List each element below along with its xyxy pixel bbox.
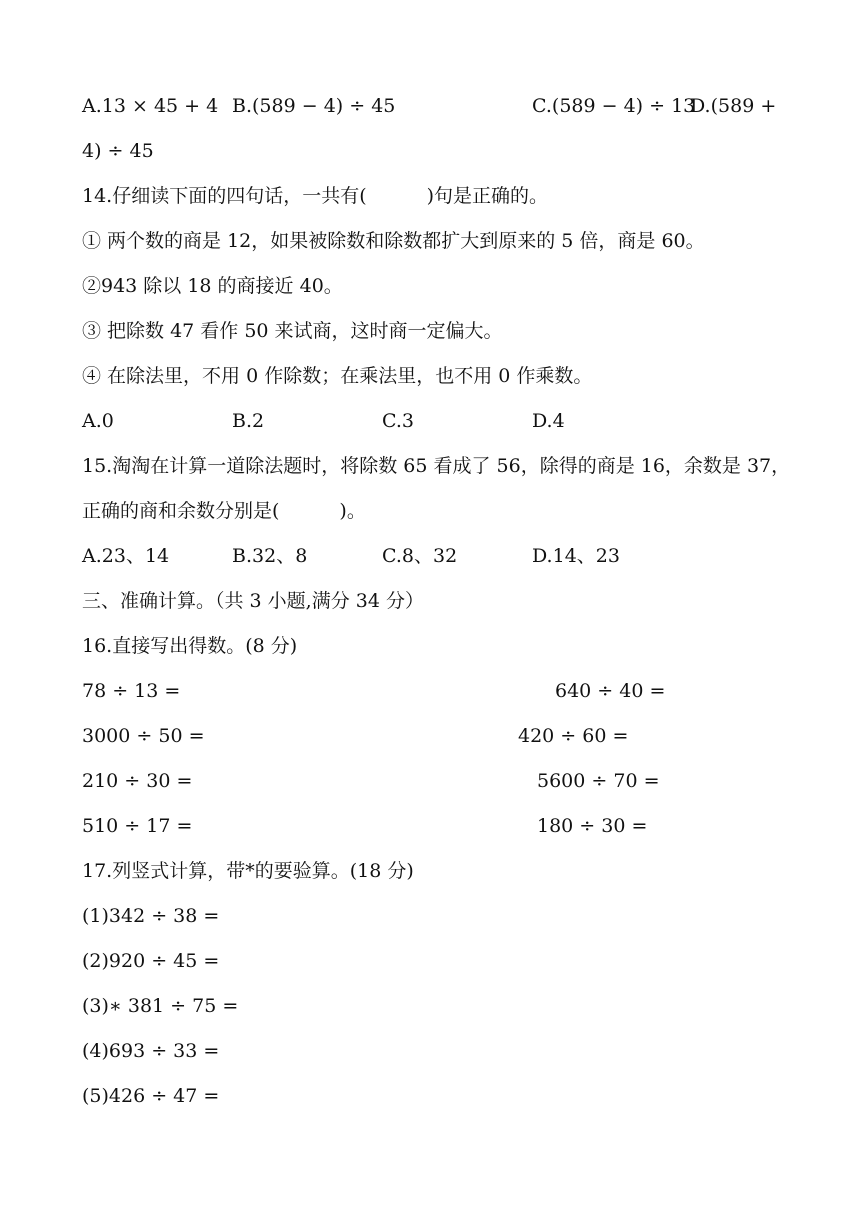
q14-option-a xyxy=(82,409,114,433)
q17-item-4: (4)693 ÷ 33 = xyxy=(82,1040,220,1062)
option-text: 14、23 xyxy=(552,545,620,567)
q15-option-a xyxy=(82,544,169,568)
q15-option-d xyxy=(532,544,620,568)
q16-left-2: 3000 ÷ 50 = xyxy=(82,725,205,747)
option-label: A. xyxy=(82,545,102,567)
q17-item-3: (3)∗ 381 ÷ 75 = xyxy=(82,995,239,1017)
q17-title: 17.列竖式计算，带*的要验算。(18 分) xyxy=(82,860,414,882)
option-label: A. xyxy=(82,410,102,432)
q13-option-d-continuation: 4) ÷ 45 xyxy=(82,140,154,162)
q15-stem-after: )。 xyxy=(339,500,366,522)
q15-option-b xyxy=(232,544,307,568)
section-3-title: 三、准确计算。（共 3 小题,满分 34 分） xyxy=(82,590,424,612)
q16-right-3: 5600 ÷ 70 = xyxy=(537,770,660,792)
q17-item-2: (2)920 ÷ 45 = xyxy=(82,950,220,972)
q13-option-c xyxy=(532,94,695,118)
option-label: C. xyxy=(532,95,552,117)
q15-stem-line1: 15.淘淘在计算一道除法题时，将除数 65 看成了 56，除得的商是 16，余数是 37， xyxy=(82,455,791,477)
option-text: (589 − 4) ÷ 13 xyxy=(551,95,696,117)
q14-option-d xyxy=(532,409,565,433)
option-text: (589 − 4) ÷ 45 xyxy=(252,95,396,117)
option-label: A. xyxy=(82,95,102,117)
q14-stem-after: )句是正确的。 xyxy=(426,185,549,207)
option-text: 2 xyxy=(252,410,265,432)
q16-left-3: 210 ÷ 30 = xyxy=(82,770,193,792)
q16-title: 16.直接写出得数。(8 分) xyxy=(82,635,298,657)
q14-statement-2: ②943 除以 18 的商接近 40。 xyxy=(82,275,343,297)
option-label: D. xyxy=(532,410,553,432)
q15-option-c xyxy=(382,544,457,568)
q17-item-1: (1)342 ÷ 38 = xyxy=(82,905,220,927)
option-label: B. xyxy=(232,410,253,432)
q17-item-5: (5)426 ÷ 47 = xyxy=(82,1085,220,1107)
q14-stem xyxy=(82,184,548,208)
q13-option-b xyxy=(232,94,395,118)
option-label: D. xyxy=(690,95,711,117)
q16-right-1: 640 ÷ 40 = xyxy=(555,680,666,702)
option-text: 13 × 45 + 4 xyxy=(101,95,219,117)
q14-stem-before: 14.仔细读下面的四句话，一共有( xyxy=(82,185,367,207)
q16-left-4: 510 ÷ 17 = xyxy=(82,815,193,837)
option-label: C. xyxy=(382,545,402,567)
option-text: (589 + xyxy=(710,95,777,117)
option-text: 0 xyxy=(101,410,114,432)
q14-statement-4: ④ 在除法里，不用 0 作除数；在乘法里，也不用 0 作乘数。 xyxy=(82,365,593,387)
option-text: 32、8 xyxy=(252,545,308,567)
option-label: D. xyxy=(532,545,553,567)
q14-statement-1: ① 两个数的商是 12，如果被除数和除数都扩大到原来的 5 倍，商是 60。 xyxy=(82,230,705,252)
q16-right-4: 180 ÷ 30 = xyxy=(537,815,648,837)
q14-option-c xyxy=(382,409,414,433)
q13-option-d xyxy=(690,94,776,118)
option-label: B. xyxy=(232,95,253,117)
q16-left-1: 78 ÷ 13 = xyxy=(82,680,181,702)
q14-option-b xyxy=(232,409,264,433)
q14-statement-3: ③ 把除数 47 看作 50 来试商，这时商一定偏大。 xyxy=(82,320,503,342)
q15-stem-line2 xyxy=(82,499,366,523)
q13-option-a xyxy=(82,94,218,118)
option-label: C. xyxy=(382,410,402,432)
option-label: B. xyxy=(232,545,253,567)
option-text: 23、14 xyxy=(101,545,170,567)
q15-stem-before: 正确的商和余数分别是( xyxy=(82,500,280,522)
option-text: 8、32 xyxy=(401,545,458,567)
q16-right-2: 420 ÷ 60 = xyxy=(518,725,629,747)
option-text: 3 xyxy=(401,410,414,432)
option-text: 4 xyxy=(552,410,565,432)
